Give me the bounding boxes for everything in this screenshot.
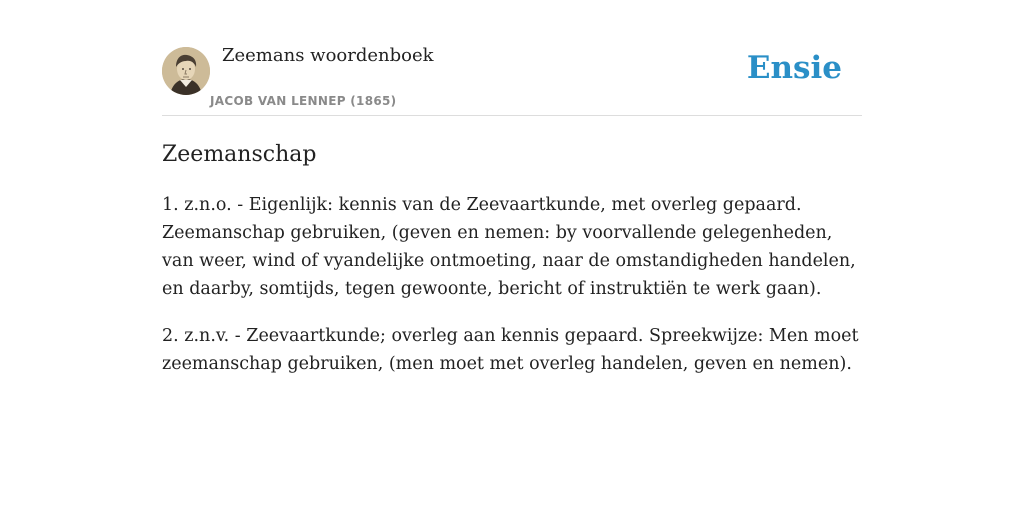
entry-word: Zeemanschap <box>162 142 317 167</box>
definition-item: 2. z.n.v. - Zeevaartkunde; overleg aan kennis gepaard. Spreekwijze: Men moet zeemanschap gebruiken, (men moet met overleg handelen, geven en nemen). <box>162 326 859 374</box>
page <box>162 0 862 378</box>
dictionary-header <box>162 0 862 116</box>
definition-item: 1. z.n.o. - Eigenlijk: kennis van de Zeevaartkunde, met overleg gepaard. Zeemanschap gebruiken, (geven en nemen: by voorvallende gelegenheden, van weer, wind of vyandelijke ontmoeting, naar de omstandigheden handelen, en daarby, somtijds, tegen gewoonte, bericht of instruktiën te werk gaan). <box>162 195 856 299</box>
dictionary-author: JACOB VAN LENNEP (1865) <box>210 94 397 108</box>
ensie-logo[interactable]: Ensie <box>746 50 842 86</box>
dictionary-title[interactable]: Zeemans woordenboek <box>222 45 434 66</box>
author-portrait-icon <box>162 47 210 95</box>
